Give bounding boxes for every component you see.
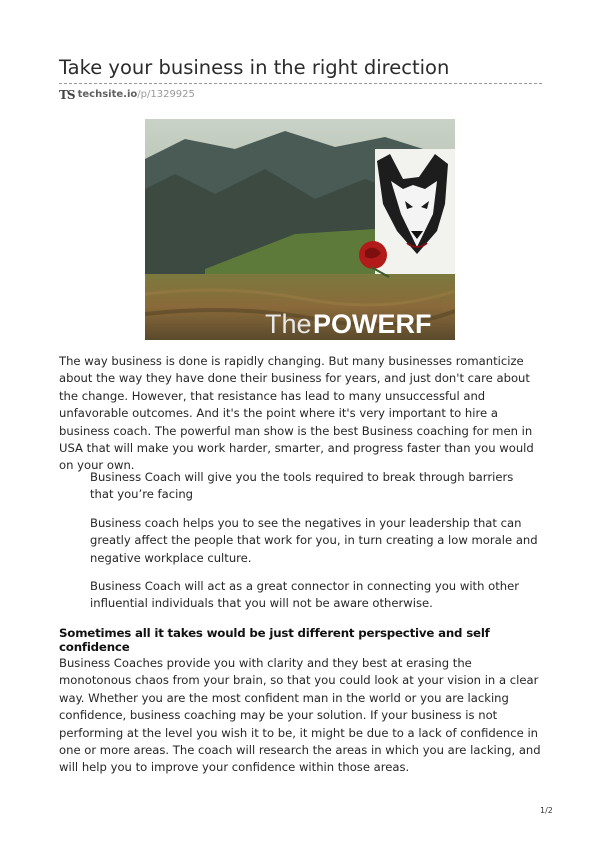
intro-paragraph: The way business is done is rapidly changing. But many businesses romanticize about the way they have done their business for years, and just don't care about the change. However, that resistance has lead to many unsuccessful and unfavorable outcomes. And it's the point where it's very important to hire a business coach. The powerful man show is the best Business coaching for men in USA that will make you work harder, smarter, and progress faster than you would on your own.: [59, 354, 534, 473]
title-divider: [59, 83, 542, 84]
page-title: Take your business in the right direction: [59, 56, 450, 79]
page-number: 1/2: [540, 806, 553, 815]
hero-scene: [145, 119, 455, 340]
hero-overlay-bold: POWERF: [313, 309, 432, 339]
bullet-item: Business Coach will give you the tools required to break through barriers that you’re facing: [90, 470, 514, 502]
site-path-link[interactable]: /p/1329925: [137, 89, 195, 100]
hero-overlay-light: The: [265, 309, 312, 339]
bullet-item: Business Coach will act as a great connector in connecting you with other influential individuals that you will not be aware otherwise.: [90, 579, 520, 611]
source-line: [59, 88, 195, 102]
bullet-item: Business coach helps you to see the negatives in your leadership that can greatly affect the people that work for you, in turn creating a low morale and negative workplace culture.: [90, 516, 538, 565]
site-domain-link[interactable]: techsite.io: [77, 89, 138, 100]
techsite-logo-icon: TS: [59, 88, 75, 102]
section-heading: Sometimes all it takes would be just different perspective and self confidence: [59, 626, 490, 654]
hero-image: [145, 119, 455, 340]
closing-paragraph: Business Coaches provide you with clarity and they best at erasing the monotonous chaos from your brain, so that you could look at your vision in a clear way. Whether you are the most confident man in the world or you are lacking confidence, business coaching may be your solution. If your business is not performing at the level you wish it to be, it might be due to a lack of confidence in one or more areas. The coach will research the areas in which you are lacking, and will help you to improve your confidence within those areas.: [59, 656, 541, 775]
